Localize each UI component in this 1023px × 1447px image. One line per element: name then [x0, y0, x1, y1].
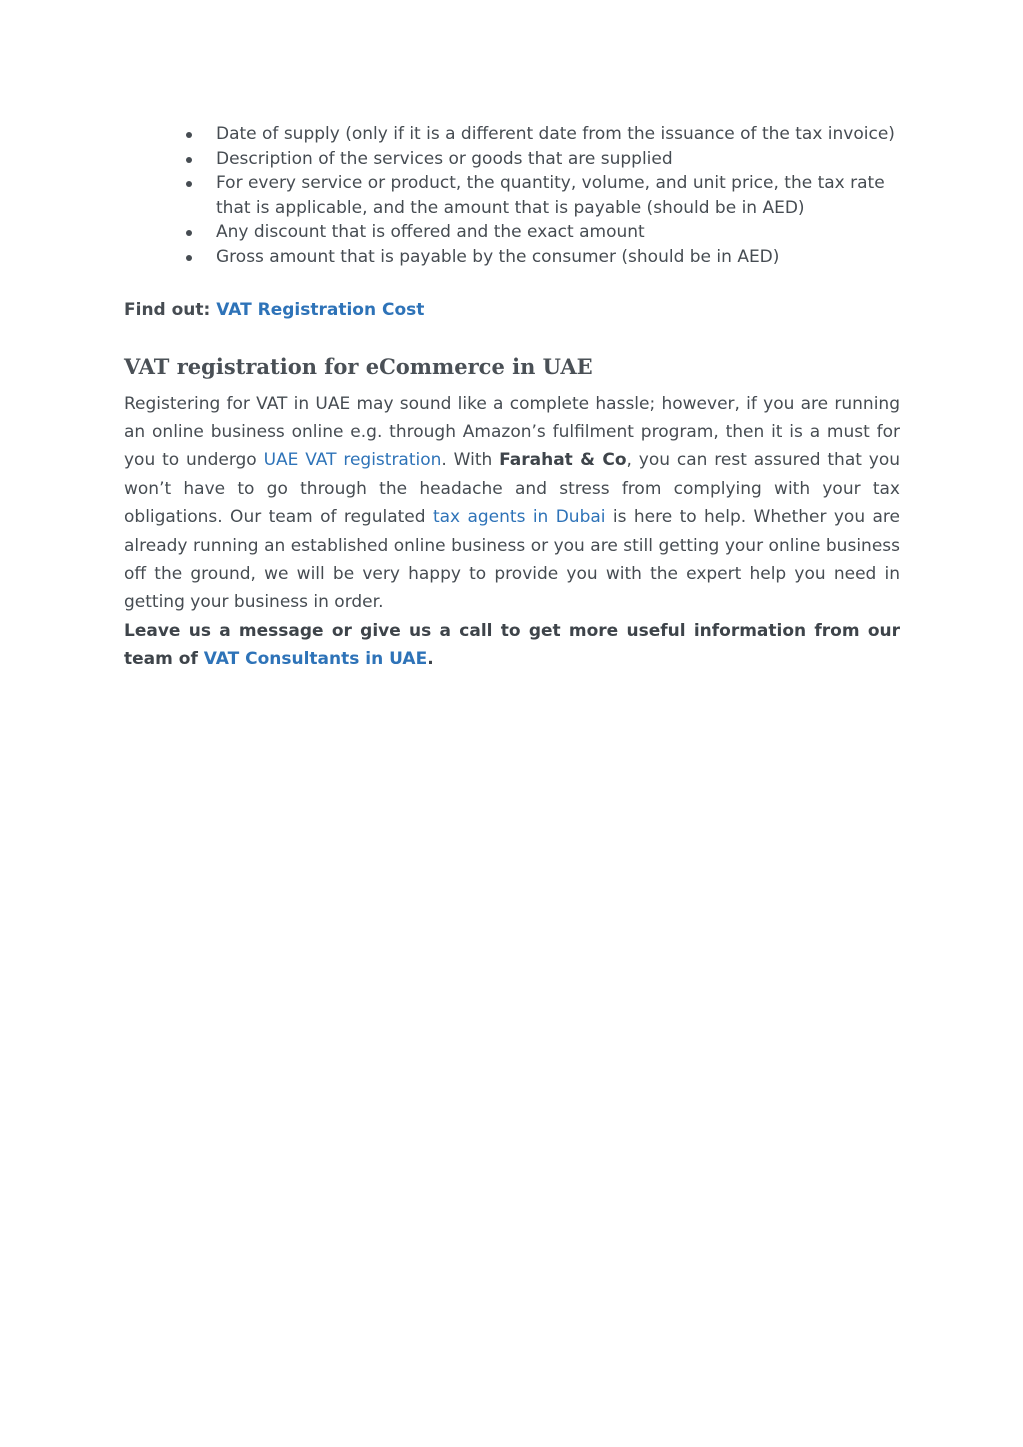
list-item: Date of supply (only if it is a different date from the issuance of the tax invoice): [216, 122, 900, 147]
call-to-action: [124, 617, 900, 674]
list-item: For every service or product, the quantity, volume, and unit price, the tax rate that is applicable, and the amount that is payable (should be in AED): [216, 171, 900, 220]
invoice-requirements-list: [124, 122, 900, 270]
paragraph-text: . With: [441, 450, 500, 471]
body-paragraph: [124, 390, 900, 617]
paragraph-text: Registering for VAT in UAE may sound like a complete hassle; however, if you are running an online business online e.g. through Amazon’s fulfilment program, then it is a must for you to undergo: [124, 393, 900, 471]
vat-registration-cost-link[interactable]: VAT Registration Cost: [216, 299, 425, 320]
find-out-line: [124, 298, 900, 322]
tax-agents-dubai-link[interactable]: tax agents in Dubai: [432, 507, 606, 528]
cta-end: .: [427, 649, 434, 670]
section-heading: VAT registration for eCommerce in UAE: [124, 353, 593, 379]
list-item: Description of the services or goods that are supplied: [216, 147, 900, 172]
find-out-label: Find out:: [124, 299, 217, 320]
uae-vat-registration-link[interactable]: UAE VAT registration: [263, 450, 442, 471]
list-item: Any discount that is offered and the exact amount: [216, 220, 900, 245]
cta-text: Leave us a message or give us a call to get more useful information from our team of: [124, 620, 900, 670]
paragraph-text: , you can rest assured that you won’t have to go through the headache and stress from complying with your tax obligations. Our team of regulated: [124, 450, 900, 528]
paragraph-text: is here to help. Whether you are already running an established online business or you are still getting your online business off the ground, we will be very happy to provide you with the expert help you need in getting your business in order.: [124, 507, 900, 613]
document-page: [124, 122, 900, 674]
company-name: Farahat & Co: [499, 450, 627, 471]
list-item: Gross amount that is payable by the consumer (should be in AED): [216, 245, 900, 270]
vat-consultants-link[interactable]: VAT Consultants in UAE: [203, 649, 428, 670]
